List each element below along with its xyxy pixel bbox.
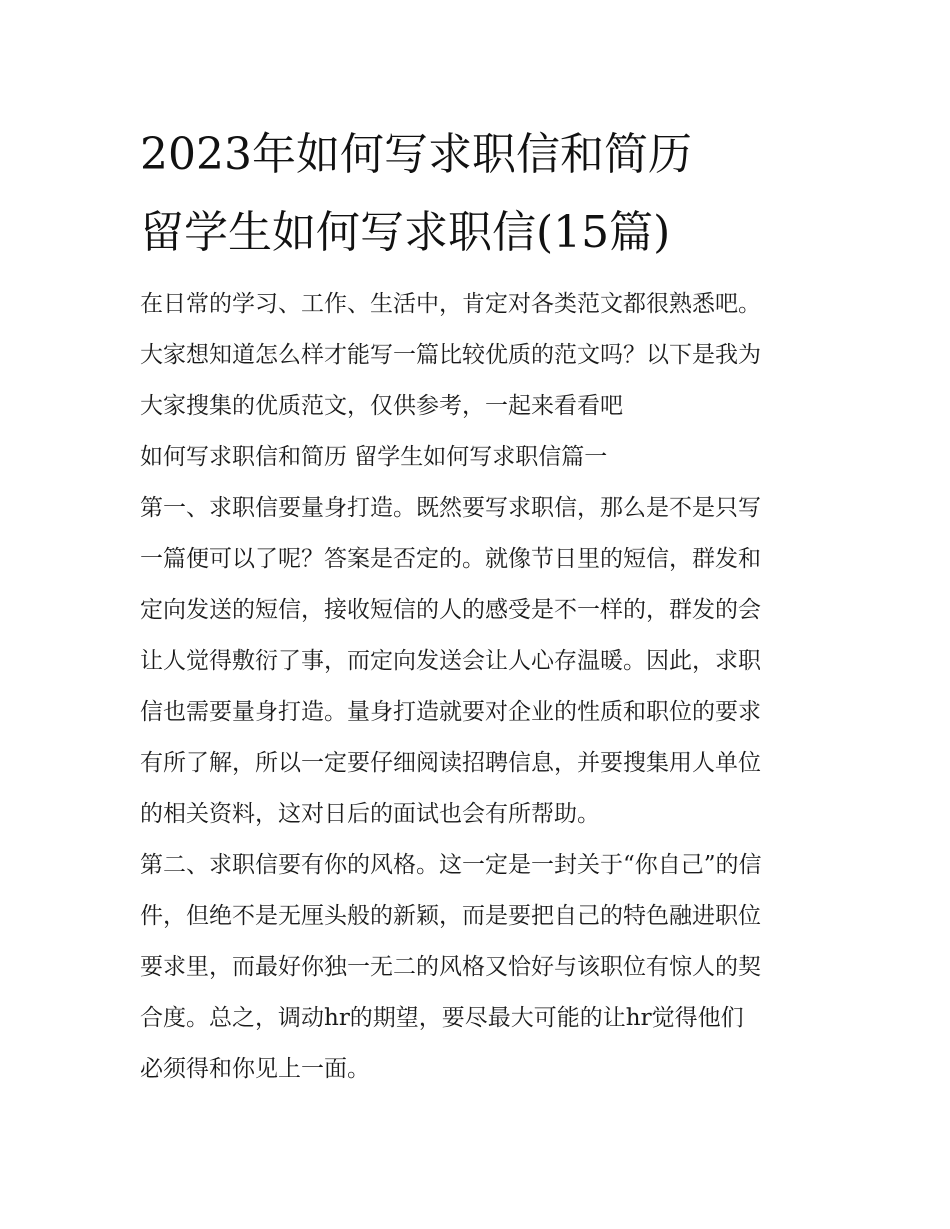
document-title <box>140 116 820 272</box>
point-one-paragraph <box>140 483 820 840</box>
paragraph-line: 定向发送的短信，接收短信的人的感受是不一样的，群发的会 <box>140 597 761 623</box>
paragraph-line: 有所了解，所以一定要仔细阅读招聘信息，并要搜集用人单位 <box>140 750 761 776</box>
section-heading <box>140 432 820 483</box>
paragraph-line: 第一、求职信要量身打造。既然要写求职信，那么是不是只写 <box>140 495 761 521</box>
intro-line: 大家搜集的优质范文，仅供参考，一起来看看吧 <box>140 393 623 419</box>
intro-paragraph <box>140 279 820 432</box>
intro-line: 在日常的学习、工作、生活中，肯定对各类范文都很熟悉吧。 <box>140 291 761 317</box>
paragraph-line: 让人觉得敷衍了事，而定向发送会让人心存温暖。因此，求职 <box>140 648 761 674</box>
paragraph-line: 必须得和你见上一面。 <box>140 1056 370 1082</box>
paragraph-line: 信也需要量身打造。量身打造就要对企业的性质和职位的要求 <box>140 699 761 725</box>
point-two-paragraph <box>140 840 820 1095</box>
paragraph-line: 合度。总之，调动hr的期望，要尽最大可能的让hr觉得他们 <box>140 1005 744 1031</box>
paragraph-line: 件，但绝不是无厘头般的新颖，而是要把自己的特色融进职位 <box>140 903 761 929</box>
title-line: 留学生如何写求职信(15篇) <box>140 207 671 258</box>
paragraph-line: 的相关资料，这对日后的面试也会有所帮助。 <box>140 801 600 827</box>
intro-line: 大家想知道怎么样才能写一篇比较优质的范文吗？以下是我为 <box>140 342 761 368</box>
section-heading-text: 如何写求职信和简历 留学生如何写求职信篇一 <box>140 444 608 470</box>
document-body <box>140 279 820 1095</box>
title-line: 2023年如何写求职信和简历 <box>140 129 692 180</box>
paragraph-line: 第二、求职信要有你的风格。这一定是一封关于“你自己”的信 <box>140 852 762 878</box>
paragraph-line: 要求里，而最好你独一无二的风格又恰好与该职位有惊人的契 <box>140 954 761 980</box>
paragraph-line: 一篇便可以了呢？答案是否定的。就像节日里的短信，群发和 <box>140 546 761 572</box>
